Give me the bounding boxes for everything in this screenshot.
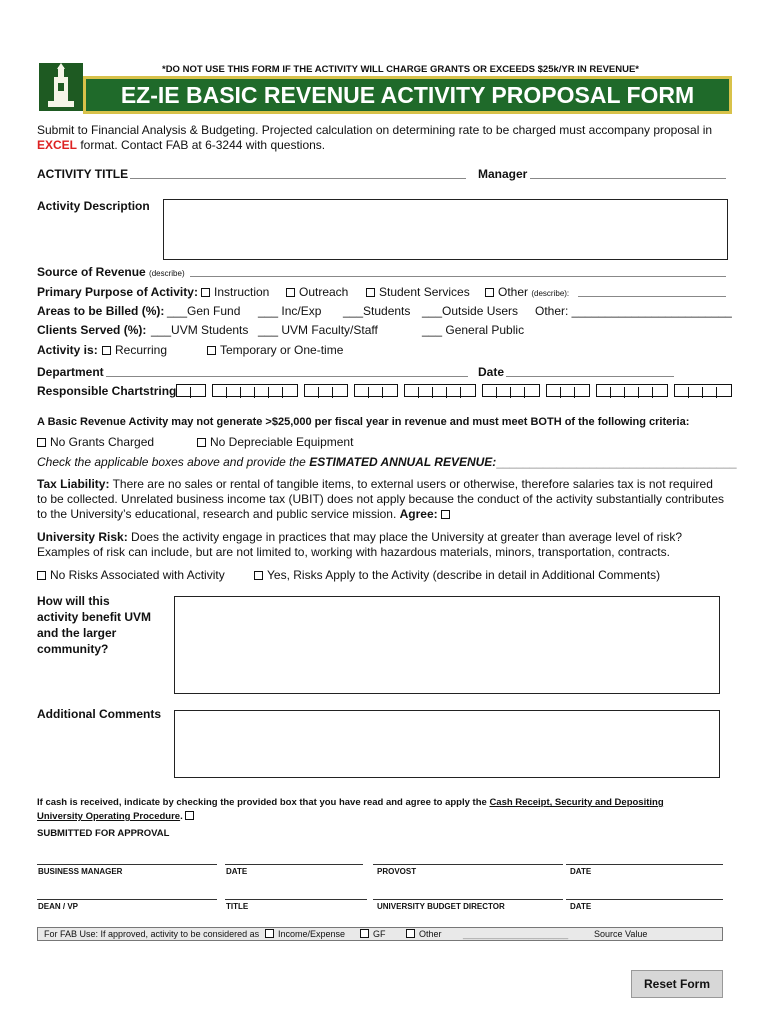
estimated-revenue-row — [37, 455, 737, 469]
date-label: Date — [478, 365, 505, 379]
yes-risks-label: Yes, Risks Apply to the Activity (describe in detail in Additional Comments) — [267, 568, 661, 582]
fab-other-label: Other — [419, 929, 442, 939]
operating-procedure-link[interactable]: University Operating Procedure — [37, 811, 181, 822]
cash-checkbox[interactable] — [185, 811, 194, 820]
benefit-line3: and the larger — [37, 626, 117, 640]
chartstring-segment[interactable] — [354, 384, 398, 397]
checkbox-icon[interactable] — [197, 438, 206, 447]
cash-text: If cash is received, indicate by checking the provided box that you have read and agree to apply the — [37, 797, 490, 808]
chartstring-segment[interactable] — [304, 384, 348, 397]
criteria-heading: A Basic Revenue Activity may not generate >$25,000 per fiscal year in revenue and must meet BOTH of the following criteria: — [37, 416, 690, 428]
reset-form-button[interactable]: Reset Form — [631, 970, 723, 998]
estimated-revenue-field[interactable]: ____________________________________ — [496, 455, 737, 469]
checkbox-icon[interactable] — [406, 929, 415, 938]
tax-text3: to the University’s educational, research and public service mission. — [37, 507, 400, 521]
risk-text1: Does the activity engage in practices that may place the University at greater than average level of risk? — [127, 530, 682, 544]
source-of-revenue-field[interactable] — [190, 276, 726, 277]
fab-use-bar — [37, 927, 723, 941]
purpose-student-services[interactable] — [366, 285, 470, 299]
chartstring-segment[interactable] — [212, 384, 298, 397]
signature-line[interactable] — [566, 899, 723, 900]
clients-faculty-staff[interactable]: ___ UVM Faculty/Staff — [258, 323, 378, 337]
warning-text: *DO NOT USE THIS FORM IF THE ACTIVITY WILL CHARGE GRANTS OR EXCEEDS $25k/YR IN REVENUE* — [162, 64, 639, 75]
activity-recurring[interactable] — [102, 343, 167, 357]
date-label-3: DATE — [570, 902, 592, 911]
chartstring-segment[interactable] — [674, 384, 732, 397]
purpose-student-services-label: Student Services — [379, 285, 470, 299]
fab-source-label: Source Value — [594, 929, 648, 939]
chartstring-segment[interactable] — [482, 384, 540, 397]
purpose-other[interactable] — [485, 285, 569, 299]
no-grants-option[interactable] — [37, 435, 154, 449]
signature-line[interactable] — [566, 864, 723, 865]
signature-line[interactable] — [373, 864, 563, 865]
submitted-for-approval: SUBMITTED FOR APPROVAL — [37, 828, 170, 839]
benefit-box[interactable] — [174, 596, 720, 694]
benefit-line1: How will this — [37, 594, 110, 608]
benefit-line4: community? — [37, 642, 109, 656]
chartstring-label: Responsible Chartstring — [37, 384, 177, 398]
signature-line[interactable] — [225, 899, 367, 900]
checkbox-icon[interactable] — [37, 438, 46, 447]
purpose-other-label: Other — [498, 285, 529, 299]
activity-recurring-label: Recurring — [115, 343, 168, 357]
billed-gen-fund[interactable]: ___Gen Fund — [167, 304, 241, 318]
yes-risks-option[interactable] — [254, 568, 660, 582]
university-risk-label: University Risk: — [37, 530, 128, 544]
additional-comments-label: Additional Comments — [37, 707, 162, 721]
department-field[interactable] — [106, 376, 468, 377]
no-depreciable-option[interactable] — [197, 435, 353, 449]
date-label-1: DATE — [226, 867, 248, 876]
no-grants-label: No Grants Charged — [50, 435, 155, 449]
fab-source-field[interactable]: _____________________ — [463, 929, 569, 939]
fab-gf-label: GF — [373, 929, 386, 939]
benefit-line2: activity benefit UVM — [37, 610, 152, 624]
purpose-outreach[interactable] — [286, 285, 348, 299]
form-title: EZ-IE BASIC REVENUE ACTIVITY PROPOSAL FORM — [83, 76, 732, 114]
billed-other[interactable]: Other: ________________________ — [535, 304, 732, 318]
chartstring-segment[interactable] — [596, 384, 668, 397]
areas-billed-label: Areas to be Billed (%): — [37, 304, 165, 318]
no-depreciable-label: No Depreciable Equipment — [210, 435, 354, 449]
purpose-outreach-label: Outreach — [299, 285, 349, 299]
activity-temporary[interactable] — [207, 343, 343, 357]
no-risks-label: No Risks Associated with Activity — [50, 568, 225, 582]
clients-served-label: Clients Served (%): — [37, 323, 147, 337]
activity-temporary-label: Temporary or One-time — [220, 343, 344, 357]
cash-receipt-text — [37, 796, 737, 824]
checkbox-icon[interactable] — [207, 346, 216, 355]
manager-label: Manager — [478, 167, 528, 181]
checkbox-icon[interactable] — [37, 571, 46, 580]
additional-comments-box[interactable] — [174, 710, 720, 778]
primary-purpose-label: Primary Purpose of Activity: — [37, 285, 198, 299]
date-field[interactable] — [506, 376, 674, 377]
activity-title-field[interactable] — [130, 178, 466, 179]
agree-label: Agree: — [399, 507, 438, 521]
billed-inc-exp[interactable]: ___ Inc/Exp — [258, 304, 322, 318]
manager-field[interactable] — [530, 178, 726, 179]
source-of-revenue-row — [37, 265, 185, 279]
budget-director-label: UNIVERSITY BUDGET DIRECTOR — [377, 902, 505, 911]
estimated-revenue-label: ESTIMATED ANNUAL REVENUE: — [309, 455, 497, 469]
checkbox-icon[interactable] — [201, 288, 210, 297]
activity-description-label: Activity Description — [37, 199, 150, 213]
chartstring-segment[interactable] — [404, 384, 476, 397]
activity-title-label: ACTIVITY TITLE — [37, 167, 129, 181]
chartstring-field[interactable] — [176, 382, 738, 400]
uvm-logo — [39, 63, 83, 111]
signature-line[interactable] — [373, 899, 563, 900]
check-prefix: Check the applicable boxes above and provide the — [37, 455, 310, 469]
provost-label: PROVOST — [377, 867, 417, 876]
checkbox-icon[interactable] — [254, 571, 263, 580]
describe-hint: (describe) — [149, 269, 185, 278]
purpose-instruction-label: Instruction — [214, 285, 270, 299]
dean-vp-label: DEAN / VP — [38, 902, 79, 911]
billed-students[interactable]: ___Students — [343, 304, 411, 318]
chartstring-segment[interactable] — [546, 384, 590, 397]
checkbox-icon[interactable] — [366, 288, 375, 297]
risk-text2: Examples of risk can include, but are not limited to, working with hazardous materials, minors, transportation, contracts. — [37, 545, 670, 559]
title-label: TITLE — [226, 902, 249, 911]
tax-text2: to be collected. Unrelated business income tax (UBIT) does not apply because the conduct of the activity substantially contributes — [37, 492, 725, 506]
business-manager-label: BUSINESS MANAGER — [38, 867, 123, 876]
clients-general-public[interactable]: ___ General Public — [422, 323, 525, 337]
tax-liability-label: Tax Liability: — [37, 477, 110, 491]
checkbox-icon[interactable] — [485, 288, 494, 297]
intro-text — [37, 123, 737, 153]
signature-line[interactable] — [37, 899, 217, 900]
fab-income-expense-label: Income/Expense — [278, 929, 346, 939]
billed-outside-users[interactable]: ___Outside Users — [422, 304, 519, 318]
signature-line[interactable] — [225, 864, 363, 865]
fab-other[interactable] — [406, 928, 442, 940]
excel-text: EXCEL — [37, 138, 78, 152]
checkbox-icon[interactable] — [102, 346, 111, 355]
checkbox-icon[interactable] — [265, 929, 274, 938]
university-risk-text — [37, 530, 737, 560]
activity-is-label: Activity is: — [37, 343, 98, 357]
chartstring-segment[interactable] — [176, 384, 206, 397]
clients-uvm-students[interactable]: ___UVM Students — [151, 323, 249, 337]
agree-checkbox[interactable] — [441, 510, 450, 519]
fab-gf[interactable] — [360, 928, 386, 940]
no-risks-option[interactable] — [37, 568, 225, 582]
fab-prefix: For FAB Use: If approved, activity to be considered as — [44, 929, 260, 939]
source-of-revenue-label: Source of Revenue — [37, 265, 146, 279]
cash-period: . — [180, 811, 183, 822]
benefit-label — [37, 593, 151, 657]
department-label: Department — [37, 365, 104, 379]
cash-receipt-link[interactable]: Cash Receipt, Security and Depositing — [489, 797, 664, 808]
signature-line[interactable] — [37, 864, 217, 865]
checkbox-icon[interactable] — [360, 929, 369, 938]
checkbox-icon[interactable] — [286, 288, 295, 297]
activity-description-box[interactable] — [163, 199, 728, 260]
tax-liability-text — [37, 477, 737, 522]
purpose-instruction[interactable] — [201, 285, 269, 299]
tax-text1: There are no sales or rental of tangible items, to external users or otherwise, therefore salaries tax is not required — [109, 477, 713, 491]
intro-line1: Submit to Financial Analysis & Budgeting. Projected calculation on determining rate to be charged must accompany proposal in — [37, 123, 713, 137]
fab-income-expense[interactable] — [265, 928, 345, 940]
other-describe-hint: (describe): — [531, 289, 570, 298]
purpose-other-field[interactable] — [578, 296, 726, 297]
intro-line2: format. Contact FAB at 6-3244 with questions. — [77, 138, 326, 152]
date-label-2: DATE — [570, 867, 592, 876]
